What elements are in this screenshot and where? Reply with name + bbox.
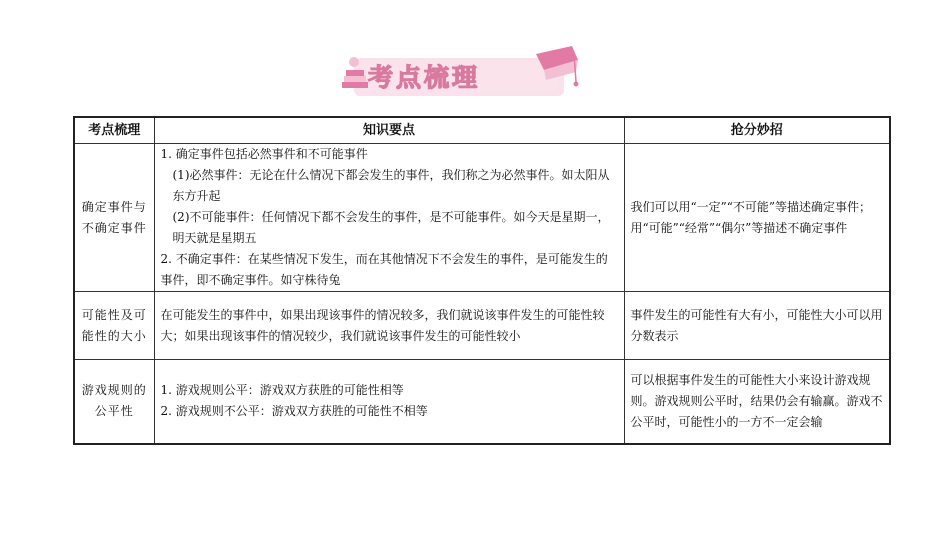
knowledge-cell bbox=[154, 292, 624, 360]
knowledge-table bbox=[73, 116, 891, 445]
knowledge-line: 在可能发生的事件中，如果出现该事件的情况较多，我们就说该事件发生的可能性较大；如果出现该事件的情况较少，我们就说该事件发生的可能性较小 bbox=[160, 307, 605, 343]
header-knowledge: 知识要点 bbox=[154, 117, 624, 144]
tip-cell: 事件发生的可能性有大有小，可能性大小可以用分数表示 bbox=[624, 292, 890, 360]
tip-cell: 我们可以用“一定”“不可能”等描述确定事件；用“可能”“经常”“偶尔”等描述不确定事件 bbox=[624, 144, 890, 292]
topic-cell: 游戏规则的公平性 bbox=[74, 360, 154, 444]
knowledge-line: 1. 游戏规则公平：游戏双方获胜的可能性相等 bbox=[160, 383, 404, 398]
knowledge-cell bbox=[154, 360, 624, 444]
table-row bbox=[74, 144, 890, 292]
banner-title: 考点梳理 bbox=[368, 63, 481, 92]
knowledge-line: 2. 游戏规则不公平：游戏双方获胜的可能性不相等 bbox=[160, 404, 428, 419]
table-row bbox=[74, 292, 890, 360]
table-header-row bbox=[74, 117, 890, 144]
knowledge-line: (2)不可能事件：任何情况下都不会发生的事件，是不可能事件。如今天是星期一，明天就是星期五 bbox=[172, 210, 610, 245]
header-topic: 考点梳理 bbox=[74, 117, 154, 144]
topic-cell: 确定事件与不确定事件 bbox=[74, 144, 154, 292]
tip-cell: 可以根据事件发生的可能性大小来设计游戏规则。游戏规则公平时，结果仍会有输赢。游戏不公平时，可能性小的一方不一定会输 bbox=[624, 360, 890, 444]
header-tips: 抢分妙招 bbox=[624, 117, 890, 144]
knowledge-line: 2. 不确定事件：在某些情况下发生，而在其他情况下不会发生的事件，是可能发生的事件，即不确定事件。如守株待兔 bbox=[160, 252, 608, 287]
table-row bbox=[74, 360, 890, 444]
knowledge-line: 1. 确定事件包括必然事件和不可能事件 bbox=[160, 147, 368, 161]
topic-cell: 可能性及可能性的大小 bbox=[74, 292, 154, 360]
section-banner bbox=[340, 44, 580, 104]
knowledge-line: (1)必然事件：无论在什么情况下都会发生的事件，我们称之为必然事件。如太阳从东方升起 bbox=[172, 168, 610, 203]
knowledge-cell bbox=[154, 144, 624, 292]
